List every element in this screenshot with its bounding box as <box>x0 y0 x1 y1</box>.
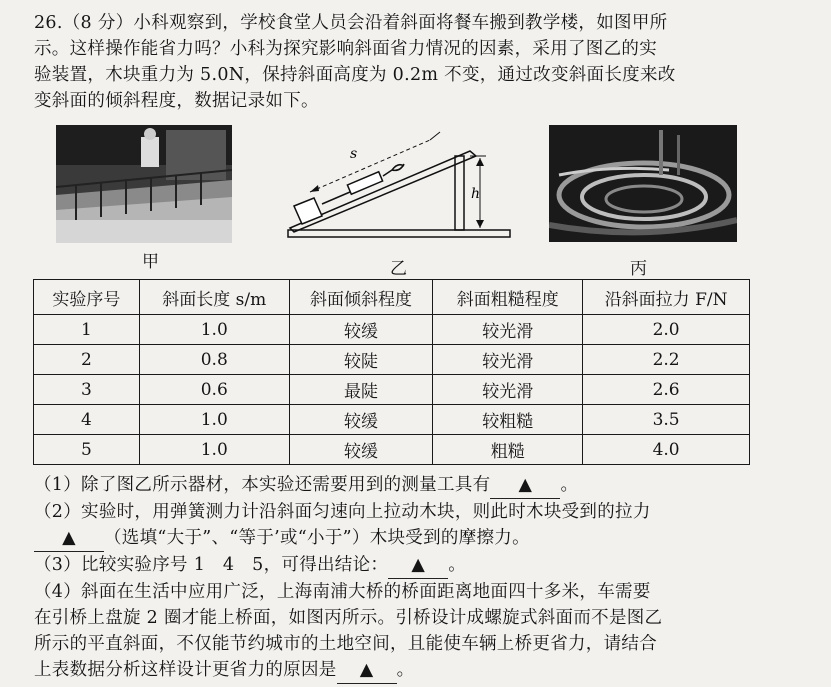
ramp-photo-image <box>56 125 232 243</box>
table-cell: 3 <box>34 375 140 405</box>
table-row <box>34 435 750 465</box>
intro-line: 26.（8 分）小科观察到，学校食堂人员会沿着斜面将餐车搬到教学楼，如图甲所 <box>34 13 668 33</box>
q3-text: （3）比较实验序号 1 4 5，可得出结论： <box>34 555 389 575</box>
table-cell: 2.2 <box>583 345 750 375</box>
figure-label-b: 乙 <box>390 259 407 279</box>
table-cell: 2 <box>34 345 140 375</box>
q4-end: 。 <box>396 660 415 680</box>
q1-text: （1）除了图乙所示器材，本实验还需要用到的测量工具有 <box>34 475 491 495</box>
header-trial-number: 实验序号 <box>34 280 140 315</box>
q2-line2: （选填“大于”、“等于’或“小于”）木块受到的摩擦力。 <box>104 528 530 548</box>
questions <box>34 472 794 684</box>
answer-blank-2[interactable]: ▲ <box>34 525 104 552</box>
table-row <box>34 345 750 375</box>
table-cell: 0.8 <box>139 345 289 375</box>
answer-blank-4[interactable]: ▲ <box>337 657 397 684</box>
q4-line: （4）斜面在生活中应用广泛，上海南浦大桥的桥面距离地面四十多米，车需要 <box>34 582 651 602</box>
header-slope-length: 斜面长度 s/m <box>139 280 289 315</box>
header-slope-steepness: 斜面倾斜程度 <box>289 280 433 315</box>
intro-line: 示。这样操作能省力吗？小科为探究影响斜面省力情况的因素，采用了图乙的实 <box>34 39 657 59</box>
q1-end: 。 <box>560 475 579 495</box>
table-cell: 较粗糙 <box>433 405 583 435</box>
table-cell: 5 <box>34 435 140 465</box>
table-cell: 较陡 <box>289 345 433 375</box>
table-cell: 1.0 <box>139 315 289 345</box>
table-row <box>34 405 750 435</box>
table-cell: 较缓 <box>289 315 433 345</box>
table-cell: 粗糙 <box>433 435 583 465</box>
question-4 <box>34 579 794 684</box>
answer-blank-1[interactable]: ▲ <box>490 472 560 499</box>
table-cell: 3.5 <box>583 405 750 435</box>
table-cell: 最陡 <box>289 375 433 405</box>
header-slope-roughness: 斜面粗糙程度 <box>433 280 583 315</box>
question-1 <box>34 472 794 499</box>
table-cell: 1.0 <box>139 435 289 465</box>
q4-last-text: 上表数据分析这样设计更省力的原因是 <box>34 660 337 680</box>
table-cell: 1 <box>34 315 140 345</box>
figure-label-c: 丙 <box>630 259 647 279</box>
table-row <box>34 315 750 345</box>
table-cell: 4 <box>34 405 140 435</box>
q4-line: 在引桥上盘旋 2 圈才能上桥面，如图丙所示。引桥设计成螺旋式斜面而不是图乙 <box>34 608 663 628</box>
problem-intro <box>34 10 794 114</box>
incline-diagram <box>280 118 512 246</box>
table-cell: 较缓 <box>289 435 433 465</box>
figure-label-a: 甲 <box>142 252 159 272</box>
table-cell: 2.0 <box>583 315 750 345</box>
photo-ramp-cafeteria <box>56 125 232 243</box>
data-table <box>33 279 750 465</box>
photo-spiral-bridge <box>549 125 737 242</box>
intro-line: 变斜面的倾斜程度，数据记录如下。 <box>34 91 319 111</box>
q4-line: 所示的平直斜面，不仅能节约城市的土地空间，且能使车辆上桥更省力，请结合 <box>34 634 657 654</box>
q2-line2-wrap <box>34 525 794 552</box>
table-row <box>34 375 750 405</box>
table-cell: 0.6 <box>139 375 289 405</box>
label-s: s <box>350 146 358 162</box>
q4-last-line <box>34 657 794 684</box>
question-2 <box>34 499 794 552</box>
table-cell: 4.0 <box>583 435 750 465</box>
table-cell: 较光滑 <box>433 375 583 405</box>
q2-line1: （2）实验时，用弹簧测力计沿斜面匀速向上拉动木块，则此时木块受到的拉力 <box>34 502 651 522</box>
question-3 <box>34 552 794 579</box>
table-cell: 较光滑 <box>433 345 583 375</box>
table-cell: 2.6 <box>583 375 750 405</box>
spiral-photo-image <box>549 125 737 242</box>
label-h: h <box>471 186 481 202</box>
intro-line: 验装置，木块重力为 5.0N，保持斜面高度为 0.2m 不变，通过改变斜面长度来改 <box>34 65 676 85</box>
table-cell: 1.0 <box>139 405 289 435</box>
q3-end: 。 <box>448 555 467 575</box>
table-cell: 较光滑 <box>433 315 583 345</box>
table-header-row <box>34 280 750 315</box>
table-cell: 较缓 <box>289 405 433 435</box>
answer-blank-3[interactable]: ▲ <box>388 552 448 579</box>
header-pull-force: 沿斜面拉力 F/N <box>583 280 750 315</box>
